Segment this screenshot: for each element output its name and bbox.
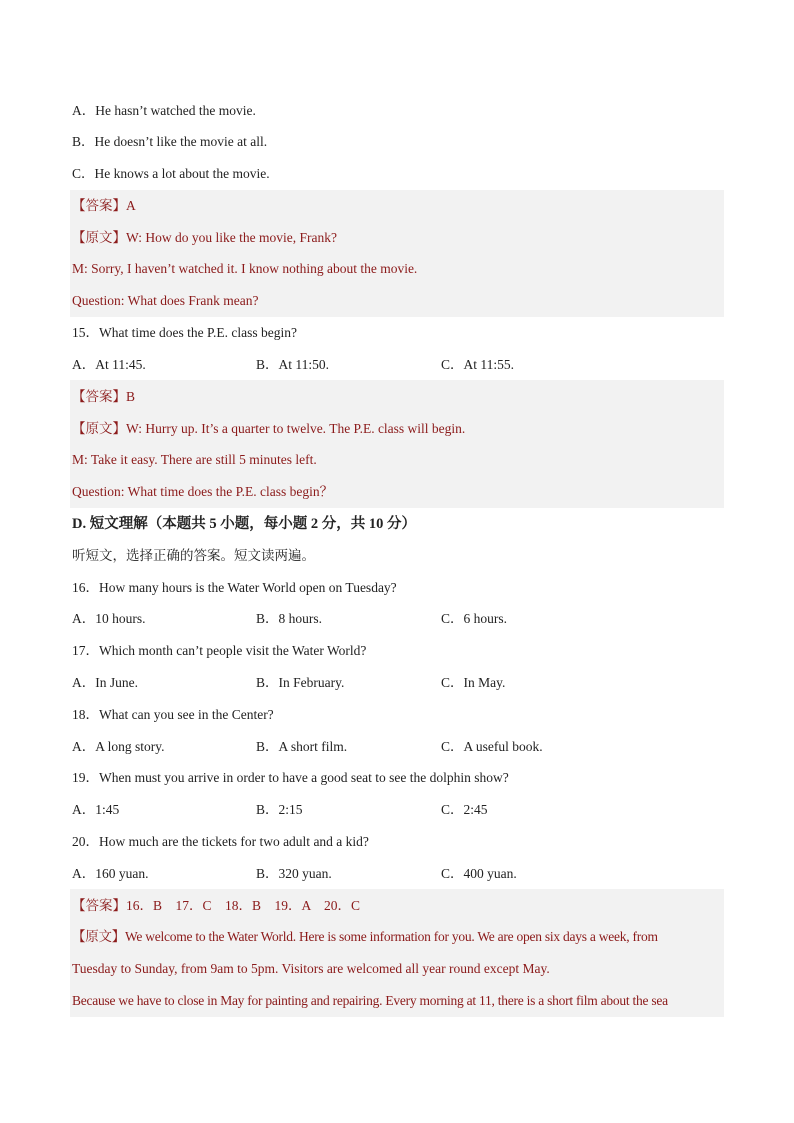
option-a: A．In June. bbox=[72, 675, 138, 690]
q15-transcript-line: Question: What time does the P.E. class begin？ bbox=[72, 484, 334, 499]
question-text: 20．How much are the tickets for two adult and a kid? bbox=[72, 834, 369, 849]
section-d-heading: D. 短文理解（本题共 5 小题，每小题 2 分，共 10 分） bbox=[72, 516, 416, 532]
option-c: C．6 hours. bbox=[441, 611, 508, 626]
option-c: C．400 yuan. bbox=[441, 866, 517, 881]
option-b: B．8 hours. bbox=[256, 611, 323, 626]
option-b: B．In February. bbox=[256, 675, 345, 690]
final-transcript-line: Because we have to close in May for painting and repairing. Every morning at 11, there is a short film about the sea bbox=[72, 993, 668, 1008]
option-a: A．A long story. bbox=[72, 739, 165, 754]
option-b: B．320 yuan. bbox=[256, 866, 332, 881]
q14-transcript-line: 【原文】W: How do you like the movie, Frank? bbox=[72, 230, 337, 245]
q15-transcript-line: M: Take it easy. There are still 5 minutes left. bbox=[72, 452, 317, 467]
final-answer: 【答案】16．B 17．C 18．B 19．A 20．C bbox=[72, 898, 361, 913]
q15-transcript-line: 【原文】W: Hurry up. It’s a quarter to twelve. The P.E. class will begin. bbox=[72, 421, 466, 436]
q15-answer: 【答案】B bbox=[72, 389, 136, 404]
option-c: C．A useful book. bbox=[441, 739, 543, 754]
q15-question: 15．What time does the P.E. class begin? bbox=[72, 325, 297, 340]
q15-option-a: A．At 11:45. bbox=[72, 357, 146, 372]
q15-option-c: C．At 11:55. bbox=[441, 357, 515, 372]
q14-option-b: B．He doesn’t like the movie at all. bbox=[72, 134, 268, 149]
question-text: 18．What can you see in the Center? bbox=[72, 707, 274, 722]
q15-option-b: B．At 11:50. bbox=[256, 357, 330, 372]
option-c: C．2:45 bbox=[441, 802, 488, 817]
option-a: A．10 hours. bbox=[72, 611, 146, 626]
option-b: B．A short film. bbox=[256, 739, 348, 754]
question-text: 16．How many hours is the Water World open on Tuesday? bbox=[72, 580, 397, 595]
option-b: B．2:15 bbox=[256, 802, 303, 817]
q14-transcript-line: Question: What does Frank mean? bbox=[72, 293, 259, 308]
question-text: 19．When must you arrive in order to have a good seat to see the dolphin show? bbox=[72, 770, 509, 785]
option-a: A．160 yuan. bbox=[72, 866, 149, 881]
final-transcript-line: Tuesday to Sunday, from 9am to 5pm. Visitors are welcomed all year round except May. bbox=[72, 961, 550, 976]
section-d-instruction: 听短文，选择正确的答案。短文读两遍。 bbox=[72, 548, 315, 563]
q14-transcript-line: M: Sorry, I haven’t watched it. I know nothing about the movie. bbox=[72, 261, 418, 276]
q14-option-c: C．He knows a lot about the movie. bbox=[72, 166, 270, 181]
question-text: 17．Which month can’t people visit the Water World? bbox=[72, 643, 367, 658]
option-a: A．1:45 bbox=[72, 802, 120, 817]
final-transcript-line: 【原文】We welcome to the Water World. Here is some information for you. We are open six days a week, from bbox=[72, 929, 658, 944]
q14-option-a: A．He hasn’t watched the movie. bbox=[72, 103, 256, 118]
q14-answer: 【答案】A bbox=[72, 198, 136, 213]
option-c: C．In May. bbox=[441, 675, 506, 690]
